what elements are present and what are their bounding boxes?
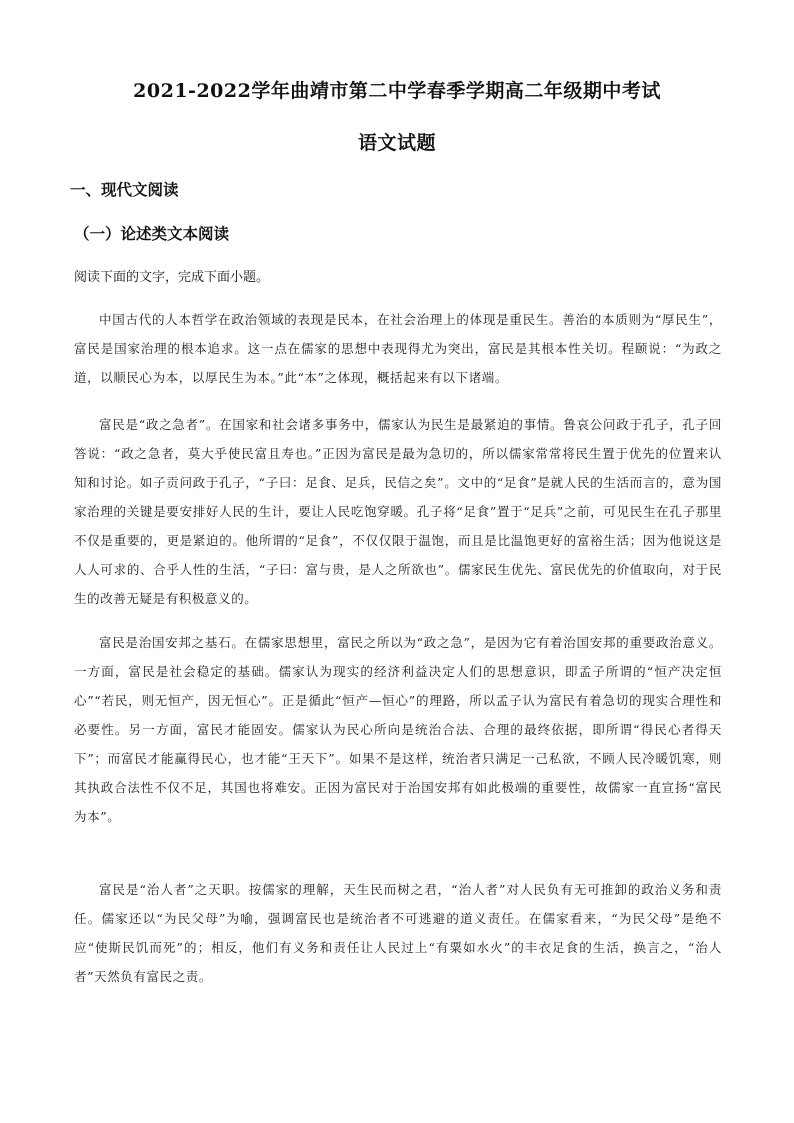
passage-paragraph-4: 富民是“治人者”之天职。按儒家的理解，天生民而树之君，“治人者”对人民负有无可推卸的政治义务和责任。儒家还以“为民父母”为喻，强调富民也是统治者不可逃避的道义责任。在儒家看来，“为民父母”是绝不应“使斯民饥而死”的；相反，他们有义务和责任让人民过上“有粟如水火”的丰衣足食的生活，换言之，“治人者”天然负有富民之责。 [74,882,722,984]
reading-instruction: 阅读下面的文字，完成下面小题。 [74,270,270,285]
exam-subtitle: 语文试题 [357,132,436,154]
passage-paragraph-2: 富民是“政之急者”。在国家和社会诸多事务中，儒家认为民生是最紧迫的事情。鲁哀公问政于孔子，孔子回答说：“政之急者，莫大乎使民富且寿也。”正因为富民是最为急切的，所以儒家常常将民生置于优先的位置来认知和讨论。如子贡问政于孔子，“子曰：足食、足兵，民信之矣”。文中的“足食”是就人民的生活而言的，意为国家治理的关键是要安排好人民的生计，要让人民吃饱穿暖。孔子将“足食”置于“足兵”之前，可见民生在孔子那里不仅是重要的，更是紧迫的。他所谓的“足食”，不仅仅限于温饱，而且是比温饱更好的富裕生活；因为他说这是人人可求的、合乎人性的生活，“子曰：富与贵，是人之所欲也”。儒家民生优先、富民优先的价值取向，对于民生的改善无疑是有积极意义的。 [74,417,722,606]
passage-paragraph-1: 中国古代的人本哲学在政治领域的表现是民本，在社会治理上的体现是重民生。善治的本质则为“厚民生”，富民是国家治理的根本追求。这一点在儒家的思想中表现得尤为突出，富民是其根本性关切。程颐说：“为政之道，以顺民心为本，以厚民生为本。”此“本”之体现，概括起来有以下诸端。 [74,312,722,385]
subsection-heading-argumentative: （一）论述类文本阅读 [74,225,230,243]
section-heading-modern-reading: 一、现代文阅读 [70,181,179,199]
passage-paragraph-3: 富民是治国安邦之基石。在儒家思想里，富民之所以为“政之急”，是因为它有着治国安邦的重要政治意义。一方面，富民是社会稳定的基础。儒家认为现实的经济利益决定人们的思想意识，即孟子所谓的“恒产决定恒心”“若民，则无恒产，因无恒心”。正是循此“恒产—恒心”的理路，所以孟子认为富民有着急切的现实合理性和必要性。另一方面，富民才能固安。儒家认为民心所向是统治合法、合理的最终依据，即所谓“得民心者得天下”；而富民才能赢得民心，也才能“王天下”。如果不是这样，统治者只满足一己私欲，不顾人民冷暖饥寒，则其执政合法性不仅不足，其国也将难安。正因为富民对于治国安邦有如此极端的重要性，故儒家一直宣扬“富民为本”。 [74,635,722,824]
exam-title: 2021-2022学年曲靖市第二中学春季学期高二年级期中考试 [133,80,661,102]
